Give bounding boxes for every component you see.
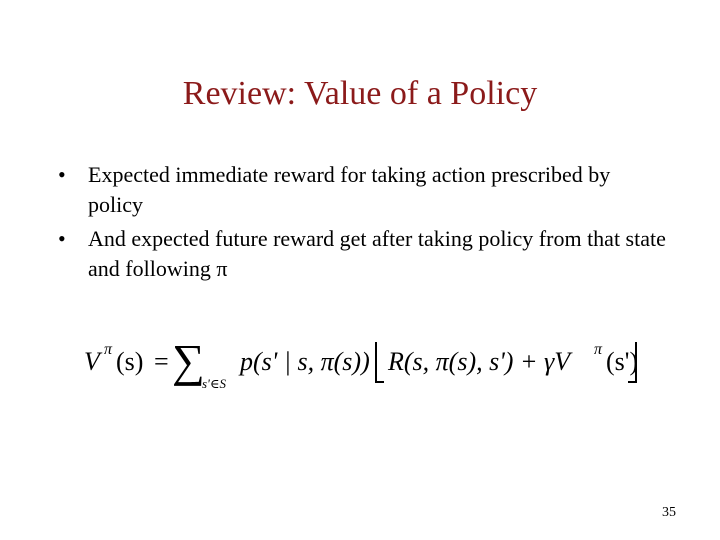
bullet-text: And expected future reward get after taking policy from that state and following π [88, 226, 666, 281]
formula-sum-subscript: s'∈S [202, 376, 226, 391]
bullet-marker: • [58, 162, 66, 187]
page-number: 35 [662, 505, 676, 520]
bullet-item [56, 224, 666, 284]
slide-title: Review: Value of a Policy [182, 75, 538, 112]
formula-equals: = [154, 347, 169, 376]
formula-reward-term: R(s, π(s), s') + γV [388, 347, 571, 376]
formula-left-bracket [376, 342, 384, 382]
value-function-formula [84, 330, 654, 400]
formula-lhs-argument: (s) [116, 347, 144, 376]
formula-sum-symbol: ∑ [172, 335, 205, 386]
formula-future-argument: (s') [606, 347, 639, 376]
bullet-marker: • [58, 226, 66, 251]
bullet-list [56, 160, 666, 288]
formula-future-superscript: π [594, 341, 603, 358]
formula-lhs-superscript: π [104, 341, 113, 358]
bullet-item [56, 160, 666, 220]
formula-probability-term: p(s' | s, π(s)) [240, 347, 370, 376]
bullet-text: Expected immediate reward for taking action prescribed by policy [88, 162, 611, 217]
formula-lhs: V [84, 347, 100, 376]
